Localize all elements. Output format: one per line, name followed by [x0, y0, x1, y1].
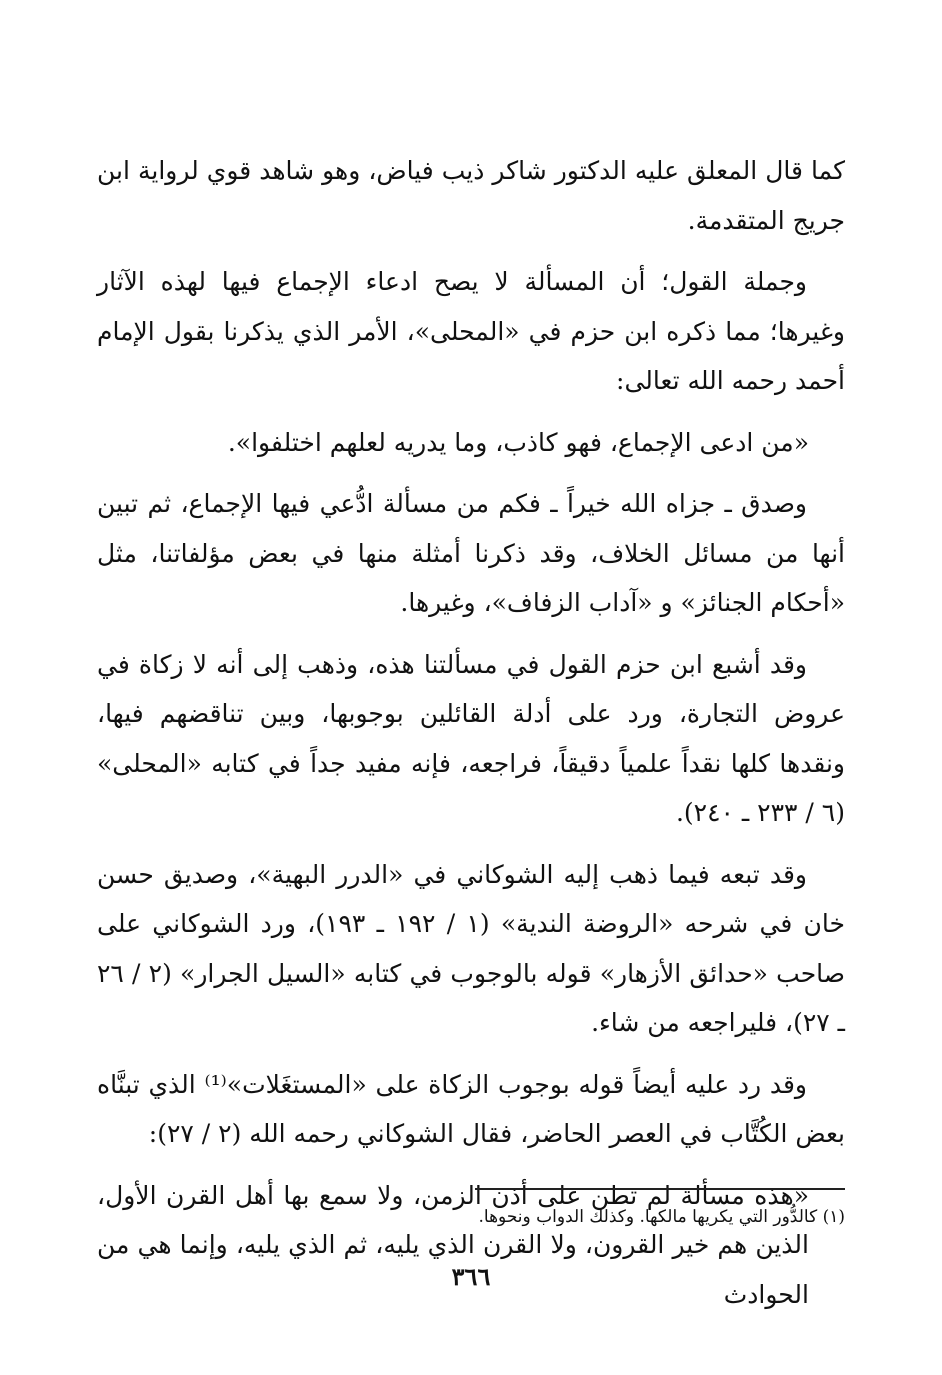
quote-ahmad: «من ادعى الإجماع، فهو كاذب، وما يدريه لعلهم اختلفوا». — [227, 427, 809, 457]
paragraph-continuation: كما قال المعلق عليه الدكتور شاكر ذيب فياض، وهو شاهد قوي لرواية ابن جريج المتقدمة. — [97, 156, 845, 235]
paragraph-mustaghallat: وقد رد عليه أيضاً قوله بوجوب الزكاة على «المستغَلات»⁽¹⁾ الذي تبنَّاه بعض الكُتَّاب في العصر الحاضر، فقال الشوكاني رحمه الله (٢ / ٢٧): — [97, 1069, 845, 1148]
paragraph-ijma-summary: وجملة القول؛ أن المسألة لا يصح ادعاء الإجماع فيها لهذه الآثار وغيرها؛ مما ذكره ابن حزم في «المحلى»، الأمر الذي يذكرنا بقول الإمام أحمد رحمه الله تعالى: — [97, 267, 845, 395]
paragraph-khilaf: وصدق ـ جزاه الله خيراً ـ فكم من مسألة ادُّعي فيها الإجماع، ثم تبين أنها من مسائل الخلاف، وقد ذكرنا أمثلة منها في بعض مؤلفاتنا، مثل «أحكام الجنائز» و «آداب الزفاف»، وغيرها. — [97, 489, 845, 617]
paragraph-shawkani: وقد تبعه فيما ذهب إليه الشوكاني في «الدرر البهية»، وصديق حسن خان في شرحه «الروضة الندية» (١ / ١٩٢ ـ ١٩٣)، ورد الشوكاني على صاحب «حدائق الأزهار» قوله بالوجوب في كتابه «السيل الجرار» (٢ / ٢٦ ـ ٢٧)، فليراجعه من شاء. — [97, 859, 845, 1037]
main-text — [97, 146, 845, 1331]
footnote-divider — [475, 1188, 845, 1190]
paragraph-ibn-hazm: وقد أشبع ابن حزم القول في مسألتنا هذه، وذهب إلى أنه لا زكاة في عروض التجارة، ورد على أدلة القائلين بوجوبها، وبين تناقضهم فيها، ونقدها كلها نقداً علمياً دقيقاً، فراجعه، فإنه مفيد جداً في كتابه «المحلى» (٦ / ٢٣٣ ـ ٢٤٠). — [97, 649, 845, 827]
footnote: (١) كالدُّور التي يكريها مالكها. وكذلك الدواب ونحوها. — [478, 1207, 845, 1227]
page-number: ٣٦٦ — [451, 1262, 491, 1291]
quote-shawkani: «هذه مسألة لم تطن على أذن الزمن، ولا سمع بها أهل القرن الأول، الذين هم خير القرون، ولا القرن الذي يليه، ثم الذي يليه، وإنما هي من الحوادث — [97, 1180, 809, 1309]
